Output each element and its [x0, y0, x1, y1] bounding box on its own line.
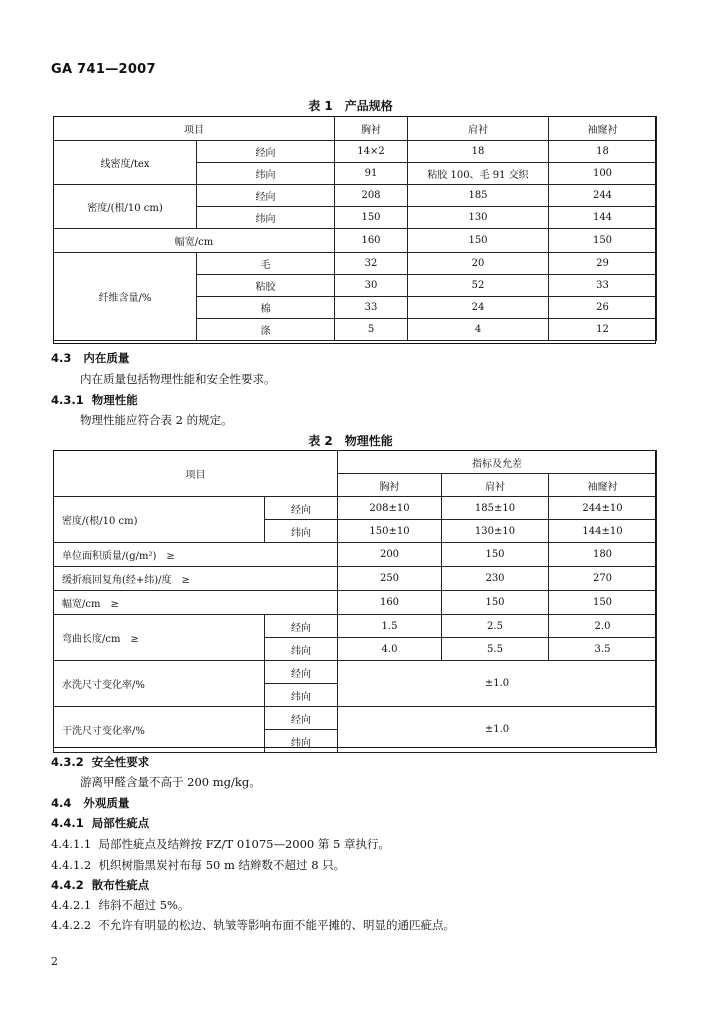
section-title: 局部性疵点 — [91, 816, 150, 830]
t2-cell: 160 — [338, 591, 442, 615]
t1-cell: 29 — [549, 253, 657, 275]
t1-cell: 20 — [408, 253, 549, 275]
t2-cell: 4.0 — [338, 638, 442, 661]
t2-row-label: 单位面积质量/(g/m²) ≥ — [54, 543, 338, 567]
t2-sub-label: 纬向 — [265, 730, 338, 753]
t2-head-item: 项目 — [54, 451, 338, 497]
t2-sub-label: 经向 — [265, 661, 338, 684]
t1-cell: 33 — [549, 275, 657, 297]
t1-cell: 粘胶 100、毛 91 交织 — [408, 163, 549, 185]
t1-cell: 150 — [549, 229, 657, 253]
t1-sub-label: 毛 — [197, 253, 335, 275]
t1-cell: 150 — [408, 229, 549, 253]
item-number: 4.4.1.2 — [51, 858, 92, 872]
item-text: 纬斜不超过 5%。 — [98, 898, 190, 912]
item-text: 不允许有明显的松边、轨皱等影响布面不能平摊的、明显的通匹疵点。 — [98, 918, 456, 932]
t2-cell: 2.0 — [549, 615, 657, 638]
t1-row-label: 纤维含量/% — [54, 253, 197, 341]
t2-cell: 208±10 — [338, 497, 442, 520]
t2-head-group: 指标及允差 — [338, 451, 657, 474]
t1-cell: 160 — [335, 229, 408, 253]
t1-cell: 185 — [408, 185, 549, 207]
t2-cell: 270 — [549, 567, 657, 591]
t2-merged-cell: ±1.0 — [338, 661, 657, 707]
t2-row-label: 密度/(根/10 cm) — [54, 497, 265, 543]
t2-sub-label: 经向 — [265, 615, 338, 638]
t2-sub-label: 纬向 — [265, 520, 338, 543]
t1-row-label: 幅宽/cm — [54, 229, 335, 253]
t1-head-shoulder: 肩衬 — [408, 117, 549, 141]
t2-cell: 150±10 — [338, 520, 442, 543]
section-4-3-heading — [51, 350, 129, 366]
section-number: 4.3 — [51, 351, 72, 365]
t1-sub-label: 纬向 — [197, 207, 335, 229]
section-title: 外观质量 — [83, 796, 130, 810]
t1-head-armhole: 袖窿衬 — [549, 117, 657, 141]
t1-sub-label: 纬向 — [197, 163, 335, 185]
section-title: 散布性疵点 — [91, 878, 150, 892]
table1-product-spec — [53, 116, 657, 341]
section-number: 4.4.2 — [51, 878, 84, 892]
t1-cell: 18 — [408, 141, 549, 163]
t1-cell: 14×2 — [335, 141, 408, 163]
item-number: 4.4.2.2 — [51, 918, 92, 932]
t2-cell: 180 — [549, 543, 657, 567]
item-text: 机织树脂黑炭衬布每 50 m 结辫数不超过 8 只。 — [98, 858, 346, 872]
t2-cell: 144±10 — [549, 520, 657, 543]
t2-sub-label: 纬向 — [265, 684, 338, 707]
t1-cell: 150 — [335, 207, 408, 229]
section-number: 4.4.1 — [51, 816, 84, 830]
item-4-4-1-1 — [51, 836, 390, 852]
t2-merged-cell: ±1.0 — [338, 707, 657, 753]
t1-cell: 32 — [335, 253, 408, 275]
t1-sub-label: 经向 — [197, 185, 335, 207]
t2-cell: 1.5 — [338, 615, 442, 638]
page-number: 2 — [51, 955, 58, 968]
t2-cell: 3.5 — [549, 638, 657, 661]
section-4-3-2-heading — [51, 754, 149, 770]
t2-cell: 150 — [549, 591, 657, 615]
t2-cell: 230 — [442, 567, 549, 591]
t2-cell: 244±10 — [549, 497, 657, 520]
section-title: 物理性能 — [91, 393, 138, 407]
t1-cell: 5 — [335, 319, 408, 341]
table1-caption: 表 1 产品规格 — [308, 99, 393, 113]
section-number: 4.3.2 — [51, 755, 84, 769]
t2-sub-label: 经向 — [265, 497, 338, 520]
t2-cell: 200 — [338, 543, 442, 567]
t1-cell: 33 — [335, 297, 408, 319]
item-4-4-2-2 — [51, 917, 455, 933]
t1-cell: 144 — [549, 207, 657, 229]
t1-cell: 24 — [408, 297, 549, 319]
t2-row-label: 水洗尺寸变化率/% — [54, 661, 265, 707]
item-text: 局部性疵点及结辫按 FZ/T 01075—2000 第 5 章执行。 — [98, 837, 391, 851]
t1-cell: 12 — [549, 319, 657, 341]
t2-row-label: 干洗尺寸变化率/% — [54, 707, 265, 753]
t1-sub-label: 粘胶 — [197, 275, 335, 297]
t2-row-label: 弯曲长度/cm ≥ — [54, 615, 265, 661]
t2-cell: 185±10 — [442, 497, 549, 520]
t2-cell: 150 — [442, 591, 549, 615]
t2-cell: 150 — [442, 543, 549, 567]
t1-cell: 26 — [549, 297, 657, 319]
section-number: 4.3.1 — [51, 393, 84, 407]
t1-head-chest: 胸衬 — [335, 117, 408, 141]
t1-cell: 52 — [408, 275, 549, 297]
section-number: 4.4 — [51, 796, 72, 810]
section-4-3-2-text: 游离甲醛含量不高于 200 mg/kg。 — [80, 775, 261, 789]
t2-sub-label: 经向 — [265, 707, 338, 730]
section-4-3-1-heading — [51, 392, 138, 408]
t1-cell: 18 — [549, 141, 657, 163]
t2-head-armhole: 袖窿衬 — [549, 474, 657, 497]
t2-row-label: 缓折痕回复角(经+纬)/度 ≥ — [54, 567, 338, 591]
section-4-4-heading — [51, 795, 129, 811]
section-4-3-text: 内在质量包括物理性能和安全性要求。 — [80, 372, 276, 386]
t1-sub-label: 经向 — [197, 141, 335, 163]
item-number: 4.4.2.1 — [51, 898, 92, 912]
t2-sub-label: 纬向 — [265, 638, 338, 661]
t1-row-label: 线密度/tex — [54, 141, 197, 185]
section-4-3-1-text: 物理性能应符合表 2 的规定。 — [80, 413, 233, 427]
item-4-4-2-1 — [51, 897, 189, 913]
t2-row-label: 幅宽/cm ≥ — [54, 591, 338, 615]
table2-physical-properties — [53, 450, 657, 753]
standard-header: GA 741—2007 — [51, 62, 156, 77]
section-4-4-1-heading — [51, 815, 149, 831]
t2-cell: 250 — [338, 567, 442, 591]
t1-cell: 100 — [549, 163, 657, 185]
t1-head-item: 项目 — [54, 117, 335, 141]
item-number: 4.4.1.1 — [51, 837, 92, 851]
t2-cell: 5.5 — [442, 638, 549, 661]
t2-cell: 130±10 — [442, 520, 549, 543]
section-title: 安全性要求 — [91, 755, 150, 769]
t1-cell: 130 — [408, 207, 549, 229]
t2-cell: 2.5 — [442, 615, 549, 638]
t1-cell: 30 — [335, 275, 408, 297]
t1-cell: 91 — [335, 163, 408, 185]
t2-head-shoulder: 肩衬 — [442, 474, 549, 497]
section-title: 内在质量 — [83, 351, 130, 365]
t1-sub-label: 棉 — [197, 297, 335, 319]
t1-sub-label: 涤 — [197, 319, 335, 341]
table2-caption: 表 2 物理性能 — [308, 434, 393, 448]
t1-cell: 208 — [335, 185, 408, 207]
section-4-4-2-heading — [51, 877, 149, 893]
t1-cell: 244 — [549, 185, 657, 207]
t2-head-chest: 胸衬 — [338, 474, 442, 497]
t1-cell: 4 — [408, 319, 549, 341]
item-4-4-1-2 — [51, 857, 345, 873]
t1-row-label: 密度/(根/10 cm) — [54, 185, 197, 229]
